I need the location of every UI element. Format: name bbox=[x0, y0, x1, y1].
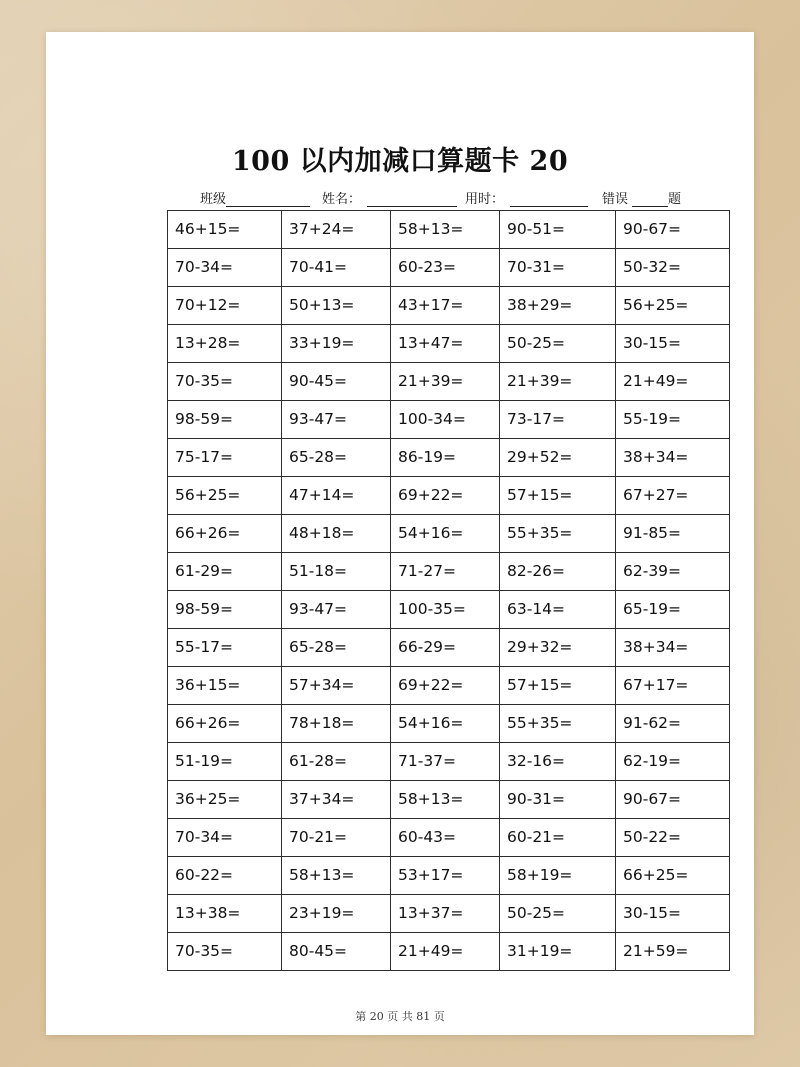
problem-row bbox=[168, 781, 730, 819]
problem-cell: 21+39= bbox=[500, 363, 616, 401]
problem-table-body bbox=[168, 211, 730, 971]
problem-cell: 51-18= bbox=[282, 553, 391, 591]
page-footer: 第 20 页 共 81 页 bbox=[355, 1010, 445, 1023]
problem-cell: 57+15= bbox=[500, 667, 616, 705]
problem-cell: 60-21= bbox=[500, 819, 616, 857]
problem-cell: 47+14= bbox=[282, 477, 391, 515]
problem-cell: 66+26= bbox=[168, 705, 282, 743]
problem-cell: 21+49= bbox=[616, 363, 730, 401]
problem-cell: 70-34= bbox=[168, 249, 282, 287]
problem-cell: 21+39= bbox=[391, 363, 500, 401]
problem-cell: 57+15= bbox=[500, 477, 616, 515]
problem-cell: 36+25= bbox=[168, 781, 282, 819]
problem-cell: 29+32= bbox=[500, 629, 616, 667]
problem-row bbox=[168, 933, 730, 971]
problem-cell: 36+15= bbox=[168, 667, 282, 705]
problem-cell: 70+12= bbox=[168, 287, 282, 325]
problem-row bbox=[168, 629, 730, 667]
problem-cell: 56+25= bbox=[616, 287, 730, 325]
problem-cell: 58+13= bbox=[391, 211, 500, 249]
problem-cell: 43+17= bbox=[391, 287, 500, 325]
problem-row bbox=[168, 743, 730, 781]
class-field bbox=[200, 190, 310, 210]
problem-cell: 37+24= bbox=[282, 211, 391, 249]
problem-row bbox=[168, 515, 730, 553]
problem-cell: 13+37= bbox=[391, 895, 500, 933]
problem-cell: 13+38= bbox=[168, 895, 282, 933]
problem-table bbox=[167, 210, 730, 971]
problem-cell: 100-34= bbox=[391, 401, 500, 439]
problem-cell: 70-21= bbox=[282, 819, 391, 857]
time-blank bbox=[510, 192, 588, 207]
problem-cell: 31+19= bbox=[500, 933, 616, 971]
problem-cell: 32-16= bbox=[500, 743, 616, 781]
problem-cell: 21+59= bbox=[616, 933, 730, 971]
problem-cell: 69+22= bbox=[391, 477, 500, 515]
problem-cell: 29+52= bbox=[500, 439, 616, 477]
problem-cell: 70-41= bbox=[282, 249, 391, 287]
problem-cell: 50+13= bbox=[282, 287, 391, 325]
problem-cell: 50-25= bbox=[500, 895, 616, 933]
problem-cell: 50-32= bbox=[616, 249, 730, 287]
problem-cell: 46+15= bbox=[168, 211, 282, 249]
errors-suffix: 题 bbox=[668, 192, 682, 207]
problem-row bbox=[168, 591, 730, 629]
problem-cell: 65-19= bbox=[616, 591, 730, 629]
problem-cell: 58+19= bbox=[500, 857, 616, 895]
problem-row bbox=[168, 553, 730, 591]
problem-cell: 91-62= bbox=[616, 705, 730, 743]
problem-cell: 13+47= bbox=[391, 325, 500, 363]
name-field bbox=[322, 190, 457, 210]
problem-cell: 30-15= bbox=[616, 895, 730, 933]
problem-cell: 33+19= bbox=[282, 325, 391, 363]
problem-row bbox=[168, 705, 730, 743]
class-label: 班级 bbox=[200, 192, 227, 207]
problem-cell: 70-35= bbox=[168, 933, 282, 971]
problem-row bbox=[168, 287, 730, 325]
problem-cell: 38+34= bbox=[616, 629, 730, 667]
problem-cell: 86-19= bbox=[391, 439, 500, 477]
problem-cell: 30-15= bbox=[616, 325, 730, 363]
class-blank bbox=[226, 192, 310, 207]
problem-cell: 63-14= bbox=[500, 591, 616, 629]
problem-cell: 90-67= bbox=[616, 781, 730, 819]
problem-cell: 70-35= bbox=[168, 363, 282, 401]
problem-cell: 13+28= bbox=[168, 325, 282, 363]
problem-row bbox=[168, 819, 730, 857]
name-label: 姓名： bbox=[322, 192, 362, 207]
student-info-line bbox=[200, 190, 700, 210]
problem-cell: 38+34= bbox=[616, 439, 730, 477]
problem-cell: 66+26= bbox=[168, 515, 282, 553]
problem-cell: 61-29= bbox=[168, 553, 282, 591]
problem-cell: 21+49= bbox=[391, 933, 500, 971]
worksheet-page bbox=[46, 32, 754, 1035]
problem-cell: 73-17= bbox=[500, 401, 616, 439]
problem-cell: 70-34= bbox=[168, 819, 282, 857]
errors-label: 错误 bbox=[602, 192, 629, 207]
problem-row bbox=[168, 211, 730, 249]
problem-cell: 54+16= bbox=[391, 705, 500, 743]
problem-cell: 75-17= bbox=[168, 439, 282, 477]
problem-row bbox=[168, 249, 730, 287]
errors-field bbox=[602, 190, 681, 210]
page-title: 100 以内加减口算题卡 20 bbox=[231, 146, 569, 177]
problem-cell: 82-26= bbox=[500, 553, 616, 591]
problem-cell: 58+13= bbox=[282, 857, 391, 895]
time-field bbox=[465, 190, 588, 210]
problem-cell: 69+22= bbox=[391, 667, 500, 705]
problem-cell: 71-37= bbox=[391, 743, 500, 781]
problem-cell: 66+25= bbox=[616, 857, 730, 895]
problem-cell: 78+18= bbox=[282, 705, 391, 743]
problem-cell: 23+19= bbox=[282, 895, 391, 933]
problem-row bbox=[168, 439, 730, 477]
problem-cell: 93-47= bbox=[282, 591, 391, 629]
problem-row bbox=[168, 363, 730, 401]
problem-cell: 60-23= bbox=[391, 249, 500, 287]
problem-cell: 55+35= bbox=[500, 705, 616, 743]
problem-cell: 90-51= bbox=[500, 211, 616, 249]
problem-cell: 66-29= bbox=[391, 629, 500, 667]
problem-cell: 56+25= bbox=[168, 477, 282, 515]
problem-row bbox=[168, 857, 730, 895]
problem-cell: 58+13= bbox=[391, 781, 500, 819]
problem-cell: 65-28= bbox=[282, 439, 391, 477]
problem-row bbox=[168, 477, 730, 515]
problem-cell: 37+34= bbox=[282, 781, 391, 819]
problem-cell: 70-31= bbox=[500, 249, 616, 287]
problem-cell: 71-27= bbox=[391, 553, 500, 591]
problem-cell: 60-43= bbox=[391, 819, 500, 857]
errors-blank bbox=[632, 192, 668, 207]
problem-cell: 57+34= bbox=[282, 667, 391, 705]
problem-cell: 90-67= bbox=[616, 211, 730, 249]
name-blank bbox=[367, 192, 457, 207]
problem-row bbox=[168, 401, 730, 439]
problem-cell: 93-47= bbox=[282, 401, 391, 439]
problem-cell: 48+18= bbox=[282, 515, 391, 553]
problem-cell: 54+16= bbox=[391, 515, 500, 553]
problem-cell: 62-39= bbox=[616, 553, 730, 591]
problem-cell: 100-35= bbox=[391, 591, 500, 629]
problem-cell: 61-28= bbox=[282, 743, 391, 781]
problem-cell: 51-19= bbox=[168, 743, 282, 781]
problem-cell: 67+27= bbox=[616, 477, 730, 515]
problem-cell: 55-17= bbox=[168, 629, 282, 667]
problem-cell: 80-45= bbox=[282, 933, 391, 971]
problem-cell: 60-22= bbox=[168, 857, 282, 895]
problem-cell: 91-85= bbox=[616, 515, 730, 553]
problem-row bbox=[168, 667, 730, 705]
problem-cell: 53+17= bbox=[391, 857, 500, 895]
problem-cell: 90-31= bbox=[500, 781, 616, 819]
problem-cell: 90-45= bbox=[282, 363, 391, 401]
problem-cell: 98-59= bbox=[168, 401, 282, 439]
problem-cell: 55+35= bbox=[500, 515, 616, 553]
problem-row bbox=[168, 325, 730, 363]
problem-cell: 98-59= bbox=[168, 591, 282, 629]
problem-cell: 50-25= bbox=[500, 325, 616, 363]
problem-cell: 65-28= bbox=[282, 629, 391, 667]
time-label: 用时： bbox=[465, 192, 505, 207]
problem-cell: 38+29= bbox=[500, 287, 616, 325]
problem-cell: 67+17= bbox=[616, 667, 730, 705]
problem-cell: 62-19= bbox=[616, 743, 730, 781]
problem-row bbox=[168, 895, 730, 933]
problem-cell: 50-22= bbox=[616, 819, 730, 857]
problem-cell: 55-19= bbox=[616, 401, 730, 439]
